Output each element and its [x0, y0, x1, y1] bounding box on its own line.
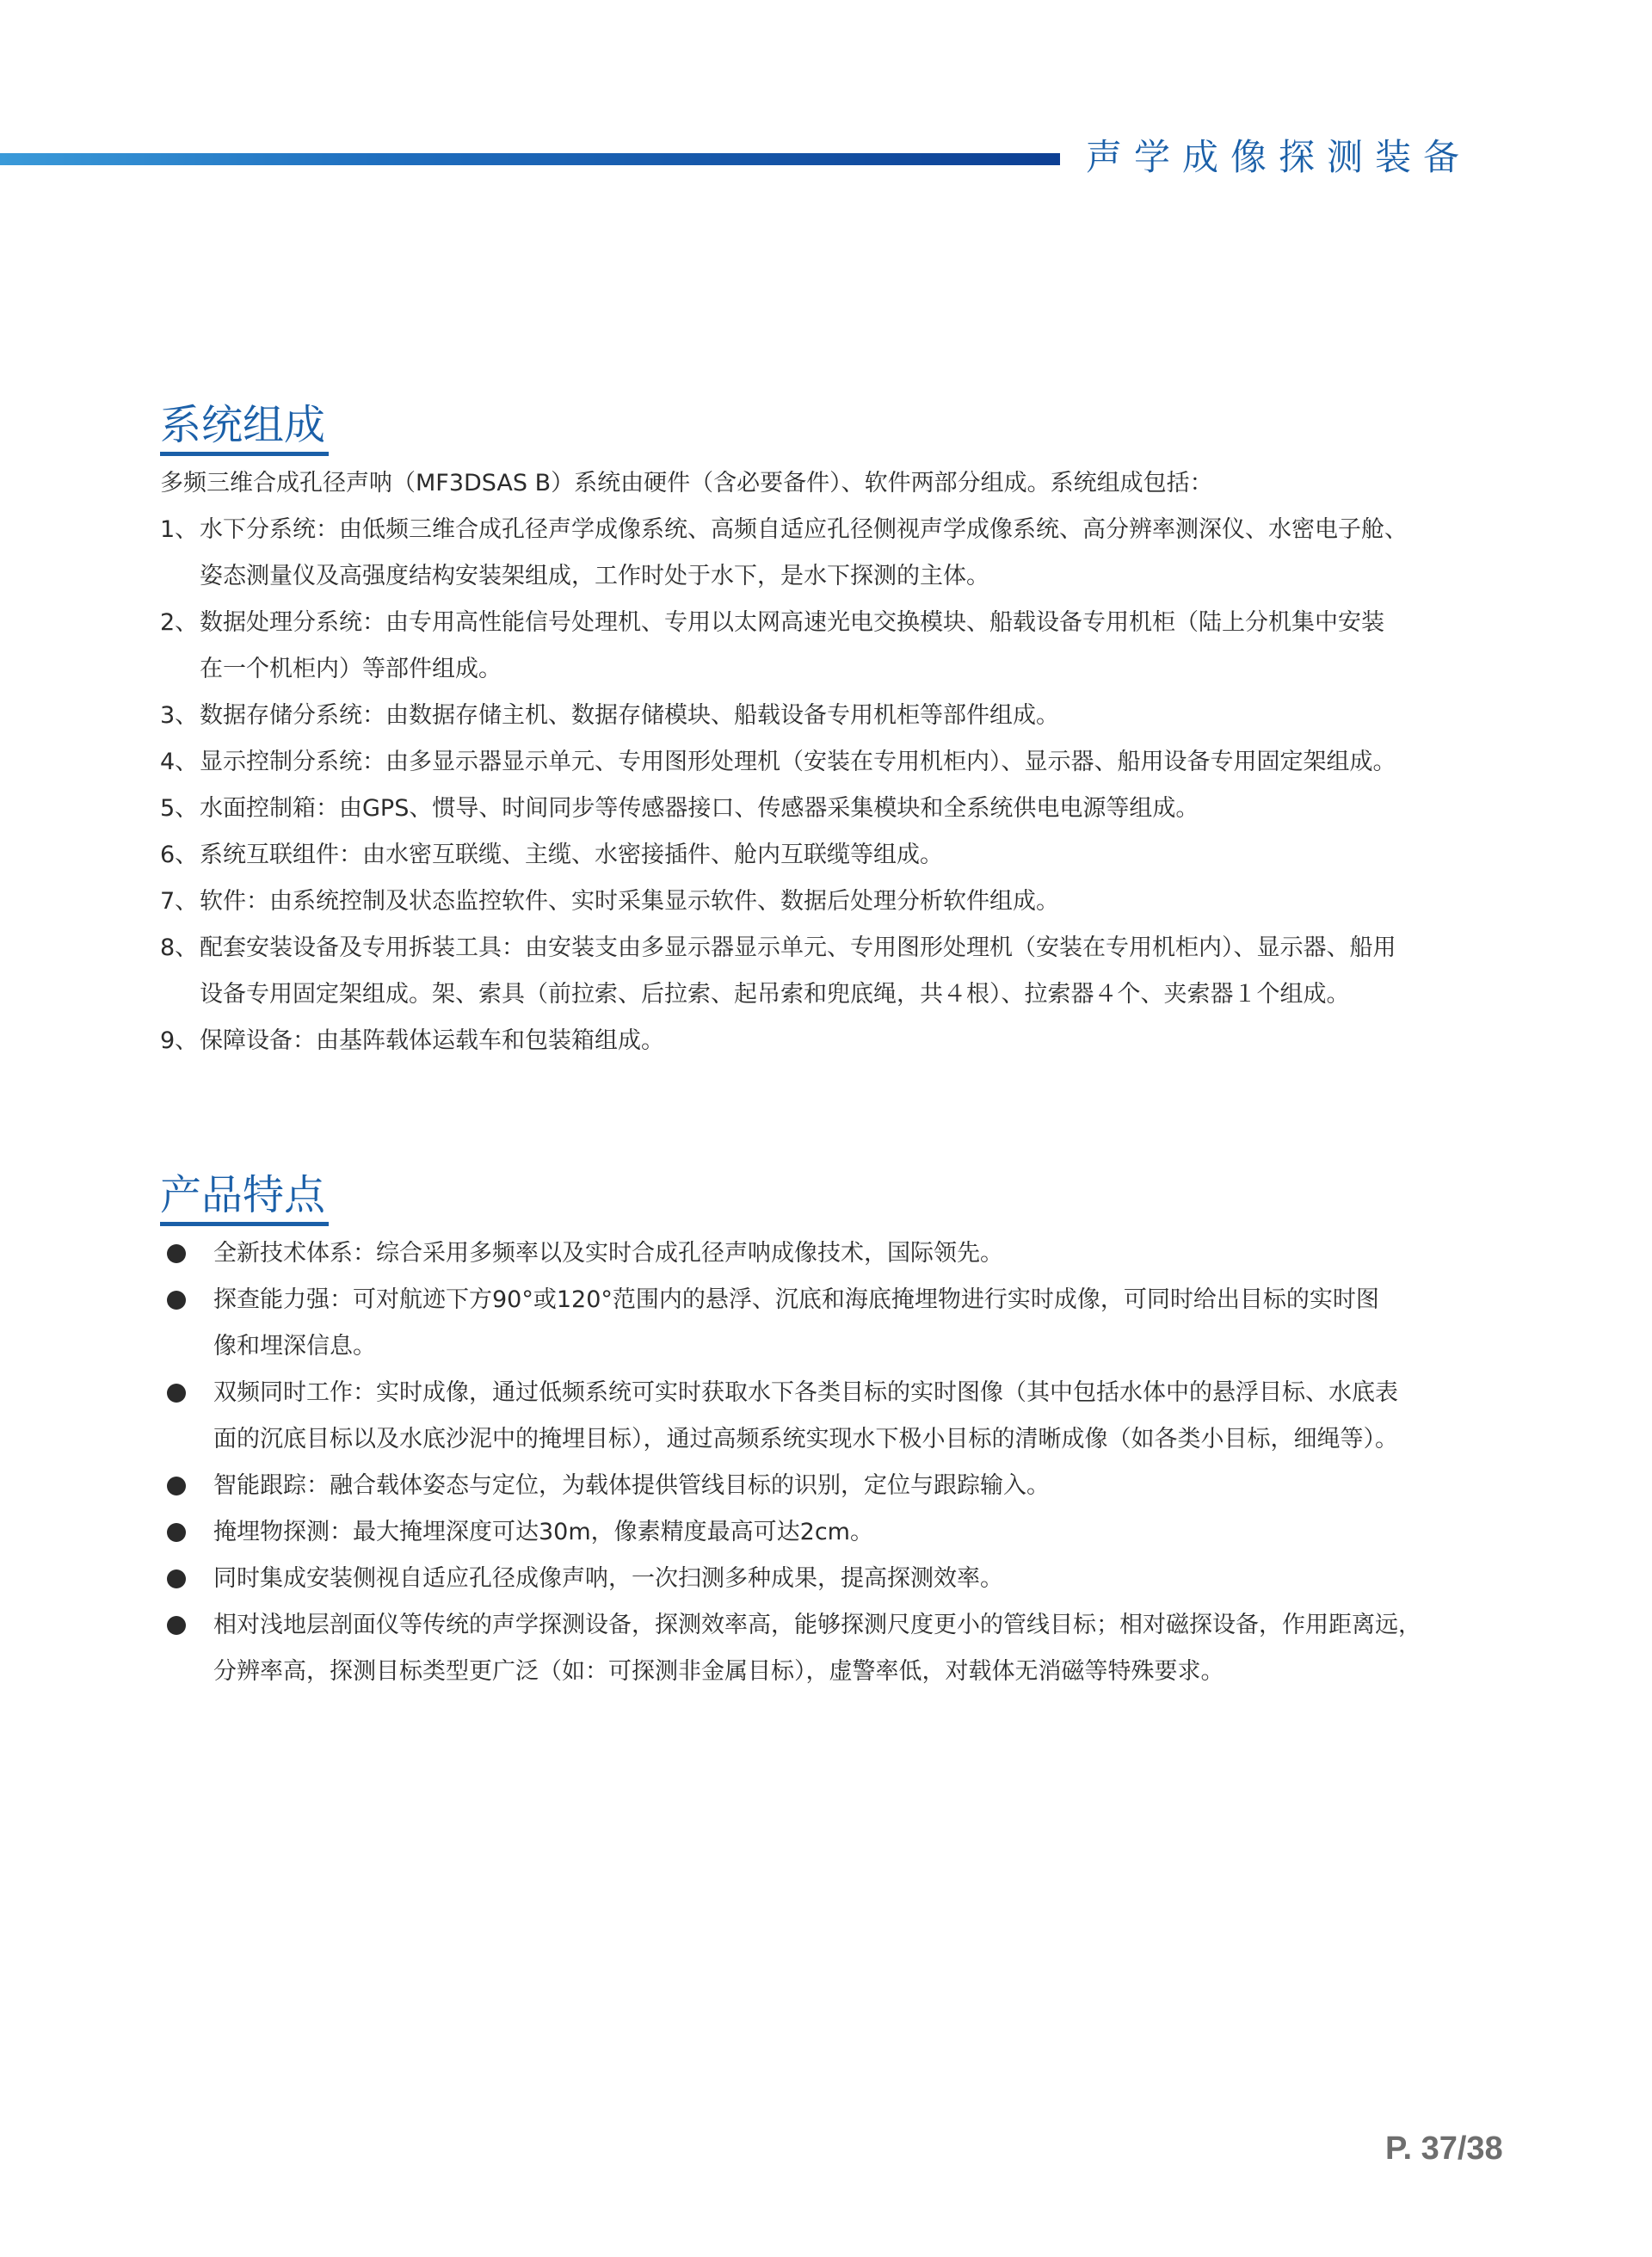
header-accent-bar	[0, 153, 1060, 165]
feature-item	[160, 1509, 1502, 1556]
page-number: P. 37/38	[1385, 2131, 1503, 2167]
feature-item	[160, 1230, 1502, 1277]
feature-item-text	[213, 1277, 1379, 1370]
system-item-line: 数据处理分系统：由专用高性能信号处理机、专用以太网高速光电交换模块、船载设备专用机柜（陆上分机集中安装	[200, 609, 1384, 636]
system-item-number: 3、	[160, 702, 199, 729]
feature-item	[160, 1277, 1502, 1370]
bullet-icon	[160, 1230, 213, 1277]
system-section-body	[160, 460, 1502, 1064]
system-intro: 多频三维合成孔径声呐（MF3DSAS B）系统由硬件（含必要备件）、软件两部分组成。系统组成包括：	[160, 470, 1213, 496]
feature-item	[160, 1463, 1502, 1509]
feature-item-line: 掩埋物探测：最大掩埋深度可达30m，像素精度最高可达2cm。	[213, 1519, 873, 1545]
system-item-line: 水下分系统：由低频三维合成孔径声学成像系统、高频自适应孔径侧视声学成像系统、高分辨率测深仪、水密电子舱、	[200, 516, 1408, 543]
system-item	[160, 786, 1502, 832]
system-item	[160, 739, 1502, 786]
bullet-icon	[160, 1277, 213, 1323]
feature-item-line: 像和埋深信息。	[213, 1333, 376, 1360]
system-item-line: 系统互联组件：由水密互联缆、主缆、水密接插件、舱内互联缆等组成。	[200, 842, 943, 868]
system-item-text	[200, 739, 1502, 786]
bullet-icon	[160, 1370, 213, 1416]
system-item-number: 9、	[160, 1027, 199, 1054]
feature-item-line: 探查能力强：可对航迹下方90°或120°范围内的悬浮、沉底和海底掩埋物进行实时成像，可同时给出目标的实时图	[213, 1286, 1379, 1313]
feature-item	[160, 1370, 1502, 1463]
system-item-line: 设备专用固定架组成。架、索具（前拉索、后拉索、起吊索和兜底绳，共４根）、拉索器４个、夹索器１个组成。	[200, 981, 1350, 1008]
system-item	[160, 507, 1502, 600]
feature-item-text	[213, 1463, 1050, 1509]
system-item-line: 水面控制箱：由GPS、惯导、时间同步等传感器接口、传感器采集模块和全系统供电电源等组成。	[200, 795, 1199, 822]
features-section-underline	[160, 1222, 329, 1226]
system-item-line: 保障设备：由基阵载体运载车和包装箱组成。	[200, 1027, 664, 1054]
system-item-line: 显示控制分系统：由多显示器显示单元、专用图形处理机（安装在专用机柜内）、显示器、船用设备专用固定架组成。	[200, 749, 1396, 775]
system-item-text	[200, 925, 1502, 1018]
system-item-list	[160, 507, 1502, 1064]
feature-item-line: 面的沉底目标以及水底沙泥中的掩埋目标），通过高频系统实现水下极小目标的清晰成像（如各类小目标，细绳等）。	[213, 1426, 1398, 1452]
system-item-text	[200, 600, 1502, 693]
bullet-icon	[160, 1463, 213, 1509]
system-item-line: 数据存储分系统：由数据存储主机、数据存储模块、船载设备专用机柜等部件组成。	[200, 702, 1059, 729]
system-item-text	[200, 879, 1502, 925]
feature-item-line: 同时集成安装侧视自适应孔径成像声呐，一次扫测多种成果，提高探测效率。	[213, 1565, 1003, 1592]
system-item-number: 8、	[160, 934, 199, 961]
features-section-title: 产品特点	[160, 1171, 326, 1219]
feature-item-text	[213, 1556, 1003, 1602]
system-item-number: 7、	[160, 888, 199, 915]
system-item-line: 姿态测量仪及高强度结构安装架组成，工作时处于水下，是水下探测的主体。	[200, 563, 989, 589]
system-item-number: 5、	[160, 795, 199, 822]
system-section-underline	[160, 452, 329, 456]
system-item-number: 4、	[160, 749, 199, 775]
system-item-text	[200, 786, 1502, 832]
header-title: 声学成像探测装备	[1086, 136, 1472, 178]
feature-item	[160, 1556, 1502, 1602]
feature-item-text	[213, 1602, 1421, 1695]
feature-item-text	[213, 1509, 873, 1556]
system-item	[160, 600, 1502, 693]
system-item	[160, 832, 1502, 879]
system-item-line: 软件：由系统控制及状态监控软件、实时采集显示软件、数据后处理分析软件组成。	[200, 888, 1059, 915]
bullet-icon	[160, 1602, 213, 1649]
feature-item-line: 双频同时工作：实时成像，通过低频系统可实时获取水下各类目标的实时图像（其中包括水体中的悬浮目标、水底表	[213, 1379, 1398, 1406]
system-item-text	[200, 693, 1502, 739]
feature-item-line: 全新技术体系：综合采用多频率以及实时合成孔径声呐成像技术，国际领先。	[213, 1240, 1003, 1267]
system-item-number: 1、	[160, 516, 199, 543]
feature-item-text	[213, 1230, 1003, 1277]
system-item-text	[200, 507, 1502, 600]
system-item-line: 配套安装设备及专用拆装工具：由安装支由多显示器显示单元、专用图形处理机（安装在专用机柜内）、显示器、船用	[200, 934, 1396, 961]
system-item	[160, 693, 1502, 739]
system-item-number: 2、	[160, 609, 199, 636]
system-item-line: 在一个机柜内）等部件组成。	[200, 656, 502, 682]
bullet-icon	[160, 1509, 213, 1556]
feature-item	[160, 1602, 1502, 1695]
feature-item-line: 智能跟踪：融合载体姿态与定位，为载体提供管线目标的识别，定位与跟踪输入。	[213, 1472, 1050, 1499]
system-item-text	[200, 832, 1502, 879]
feature-item-text	[213, 1370, 1398, 1463]
feature-item-line: 分辨率高，探测目标类型更广泛（如：可探测非金属目标），虚警率低，对载体无消磁等特殊要求。	[213, 1658, 1224, 1685]
system-item	[160, 879, 1502, 925]
features-list	[160, 1230, 1502, 1695]
system-item	[160, 925, 1502, 1018]
system-section-title: 系统组成	[160, 401, 326, 449]
system-item-number: 6、	[160, 842, 199, 868]
bullet-icon	[160, 1556, 213, 1602]
feature-item-line: 相对浅地层剖面仪等传统的声学探测设备，探测效率高，能够探测尺度更小的管线目标；相对磁探设备，作用距离远，	[213, 1612, 1421, 1638]
system-item-text	[200, 1018, 1502, 1064]
system-item	[160, 1018, 1502, 1064]
